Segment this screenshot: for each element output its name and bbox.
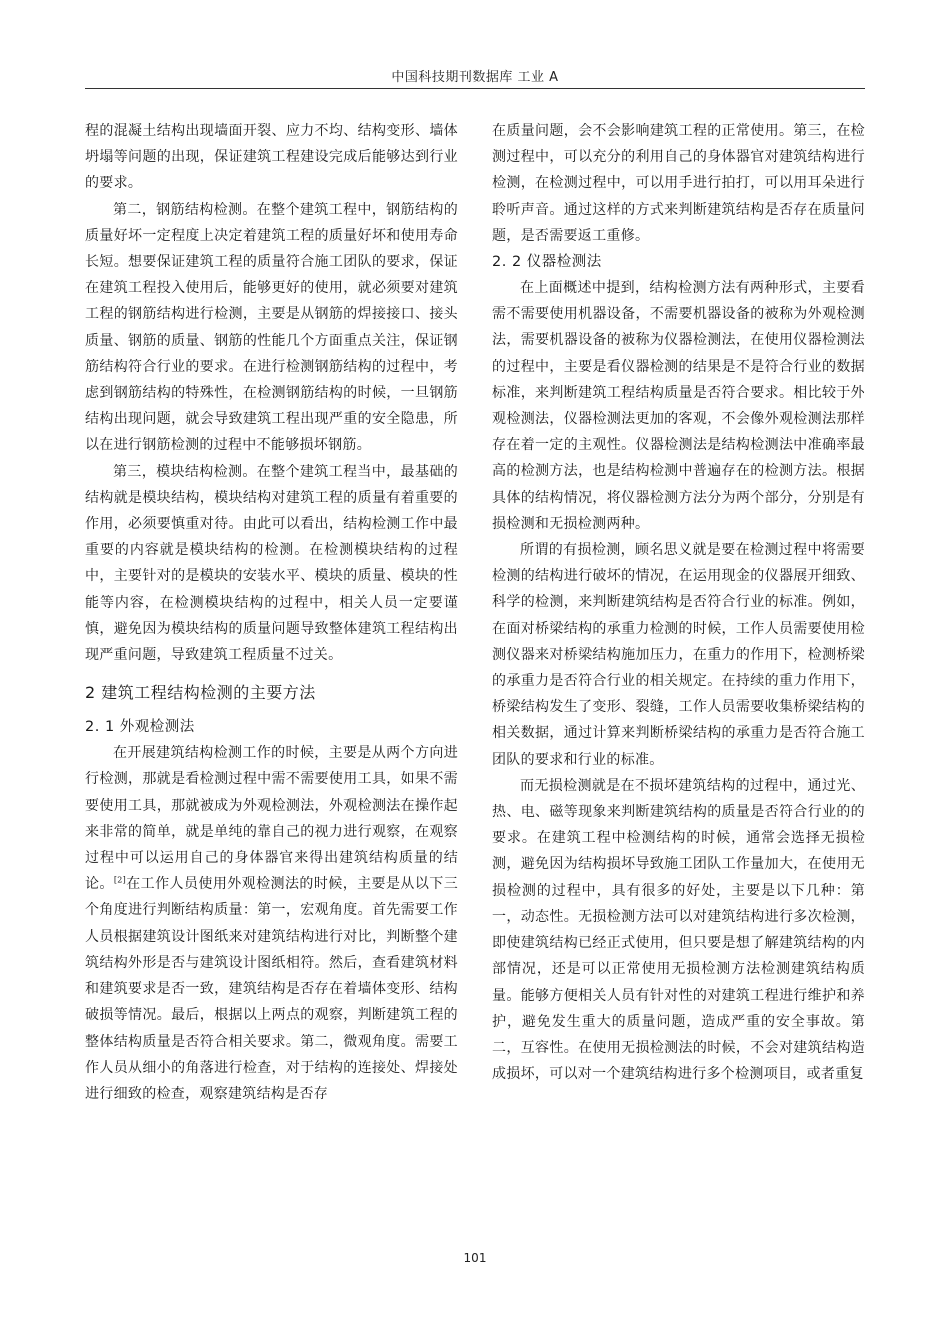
left-column	[85, 118, 458, 1107]
header-rule	[85, 88, 865, 89]
paragraph: 第二，钢筋结构检测。在整个建筑工程中，钢筋结构的质量好坏一定程度上决定着建筑工程的质量好坏和使用寿命长短。想要保证建筑工程的质量符合施工团队的要求，保证在建筑工程投入使用后，能够更好的使用，就必须要对建筑工程的钢筋结构进行检测，主要是从钢筋的焊接接口、接头质量、钢筋的质量、钢筋的性能几个方面重点关注，保证钢筋结构符合行业的要求。在进行检测钢筋结构的过程中，考虑到钢筋结构的特殊性，在检测钢筋结构的时候，一旦钢筋结构出现问题，就会导致建筑工程出现严重的安全隐患，所以在进行钢筋检测的过程中不能够损坏钢筋。	[85, 201, 458, 454]
running-header: 中国科技期刊数据库 工业 A	[391, 70, 559, 85]
subsection-heading: 2. 2 仪器检测法	[492, 254, 602, 271]
right-column	[492, 118, 865, 1087]
paragraph: 在质量问题，会不会影响建筑工程的正常使用。第三，在检测过程中，可以充分的利用自己的身体器官对建筑结构进行检测，在检测过程中，可以用手进行拍打，可以用耳朵进行聆听声音。通过这样的方式来判断建筑结构是否存在质量问题，是否需要返工重修。	[492, 123, 865, 244]
paragraph: 第三，模块结构检测。在整个建筑工程当中，最基础的结构就是模块结构，模块结构对建筑工程的质量有着重要的作用，必须要慎重对待。由此可以看出，结构检测工作中最重要的内容就是模块结构的检测。在检测模块结构的过程中，主要针对的是模块的安装水平、模块的质量、模块的性能等内容，在检测模块结构的过程中，相关人员一定要谨慎，避免因为模块结构的质量问题导致整体建筑工程结构出现严重问题，导致建筑工程质量不过关。	[85, 463, 458, 664]
paragraph: 所谓的有损检测，顾名思义就是要在检测过程中将需要检测的结构进行破坏的情况，在运用现金的仪器展开细致、科学的检测，来判断建筑结构是否符合行业的标准。例如，在面对桥梁结构的承重力检测的时候，工作人员需要使用检测仪器来对桥梁结构施加压力，在重力的作用下，检测桥梁的承重力是否符合行业的相关规定。在持续的重力作用下，桥梁结构发生了变形、裂缝，工作人员需要收集桥梁结构的相关数据，通过计算来判断桥梁结构的承重力是否符合施工团队的要求和行业的标准。	[492, 542, 865, 768]
paragraph: 程的混凝土结构出现墙面开裂、应力不均、结构变形、墙体坍塌等问题的出现，保证建筑工程建设完成后能够达到行业的要求。	[85, 123, 458, 192]
paragraph	[85, 740, 458, 1107]
paragraph: 在上面概述中提到，结构检测方法有两种形式，主要看需不需要使用机器设备，不需要机器设备的被称为外观检测法，需要机器设备的被称为仪器检测法，在使用仪器检测法的过程中，主要是看仪器检测的结果是不是符合行业的数据标准，来判断建筑工程结构质量是否符合要求。相比较于外观检测法，仪器检测法更加的客观，不会像外观检测法那样存在着一定的主观性。仪器检测法是结构检测法中准确率最高的检测方法，也是结构检测中普遍存在的检测方法。根据具体的结构情况，将仪器检测方法分为两个部分，分别是有损检测和无损检测两种。	[492, 280, 865, 532]
section-heading: 2 建筑工程结构检测的主要方法	[85, 683, 316, 703]
page-number: 101	[463, 1251, 487, 1265]
paragraph: 而无损检测就是在不损坏建筑结构的过程中，通过光、热、电、磁等现象来判断建筑结构的质量是否符合行业的的要求。在建筑工程中检测结构的时候，通常会选择无损检测，避免因为结构损坏导致施工团队工作量加大，在使用无损检测的过程中，具有很多的好处，主要是以下几种：第一，动态性。无损检测方法可以对建筑结构进行多次检测，即使建筑结构已经正式使用，但只要是想了解建筑结构的内部情况，还是可以正常使用无损检测方法检测建筑结构质量。能够方便相关人员有针对性的对建筑工程进行维护和养护，避免发生重大的质量问题，造成严重的安全事故。第二，互容性。在使用无损检测法的时候，不会对建筑结构造成损坏，可以对一个建筑结构进行多个检测项目，或者重复	[492, 777, 865, 1083]
subsection-heading: 2. 1 外观检测法	[85, 719, 195, 736]
citation-ref: [2]	[113, 875, 127, 885]
paragraph-text: 在开展建筑结构检测工作的时候，主要是从两个方向进行检测，那就是看检测过程中需不需要使用工具，如果不需要使用工具，那就被成为外观检测法，外观检测法在操作起来非常的简单，就是单纯的靠自己的视力进行观察，在观察过程中可以运用自己的身体器官来得出建筑结构质量的结论。	[85, 745, 458, 893]
paragraph-text: 在工作人员使用外观检测法的时候，主要是从以下三个角度进行判断结构质量：第一，宏观角度。首先需要工作人员根据建筑设计图纸来对建筑结构进行对比，判断整个建筑结构外形是否与建筑设计图纸相符。然后，查看建筑材料和建筑要求是否一致，建筑结构是否存在着墙体变形、结构破损等情况。最后，根据以上两点的观察，判断建筑工程的整体结构质量是否符合相关要求。第二，微观角度。需要工作人员从细小的角落进行检查，对于结构的连接处、焊接处进行细致的检查，观察建筑结构是否存	[85, 876, 458, 1102]
